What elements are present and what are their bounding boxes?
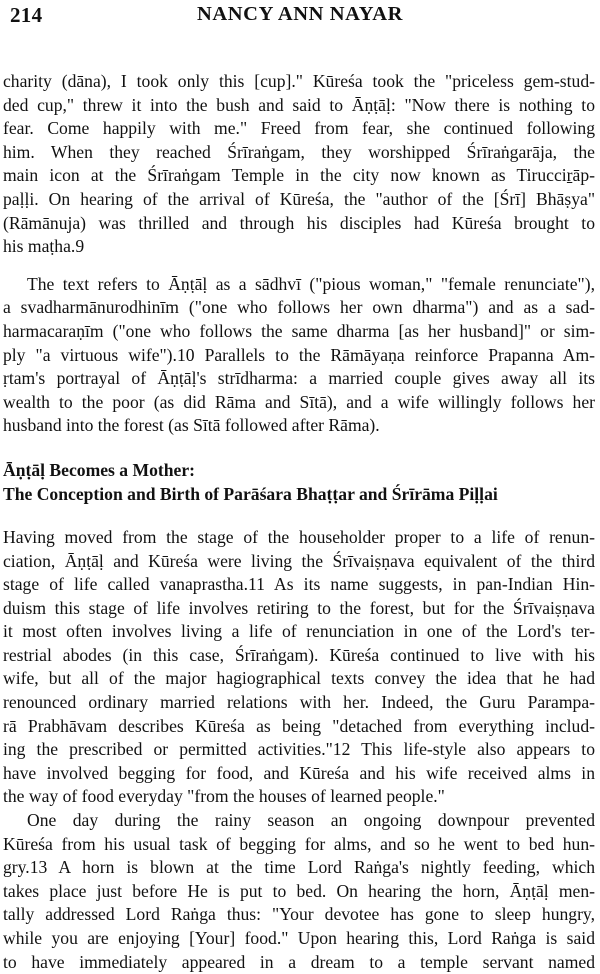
paragraph xyxy=(3,809,595,974)
text-line: ciation, Āṇṭāḷ and Kūreśa were living the Śrīvaiṣṇava equivalent of the third xyxy=(3,550,595,571)
text-line: takes place just before He is put to bed. On hearing the horn, Āṇṭāḷ men- xyxy=(3,880,595,901)
section-heading-line: The Conception and Birth of Parāśara Bhaṭṭar and Śrīrāma Piḷḷai xyxy=(3,483,498,504)
text-line: renounced ordinary married relations with her. Indeed, the Guru Parampa- xyxy=(3,692,595,713)
running-head: NANCY ANN NAYAR xyxy=(196,3,404,25)
text-line: main icon at the Śrīraṅgam Temple in the city now known as Tirucciṟāp- xyxy=(3,165,595,186)
text-line: ded cup," threw it into the bush and said to Āṇṭāḷ: "Now there is nothing to xyxy=(3,94,595,115)
text-line: ṛtam's portrayal of Āṇṭāḷ's strīdharma: a married couple gives away all its xyxy=(3,368,595,389)
text-line: him. When they reached Śrīraṅgam, they worshipped Śrīraṅgarāja, the xyxy=(3,141,595,162)
text-line: wealth to the poor (as did Rāma and Sītā), and a wife willingly follows her xyxy=(3,391,595,412)
text-line: The text refers to Āṇṭāḷ as a sādhvī ("pious woman," "female renunciate"), xyxy=(27,273,595,294)
text-line: the way of food everyday "from the houses of learned people." xyxy=(3,786,445,807)
text-line: tally addressed Lord Raṅga thus: "Your devotee has gone to sleep hungry, xyxy=(3,904,595,925)
text-line: duism this stage of life involves retiring to the forest, but for the Śrīvaiṣṇava xyxy=(3,597,595,618)
page-body xyxy=(3,70,595,974)
text-line: (Rāmānuja) was thrilled and through his disciples had Kūreśa brought to xyxy=(3,212,595,233)
text-line: husband into the forest (as Sītā followed after Rāma). xyxy=(3,415,380,436)
text-line: ing the prescribed or permitted activities."12 This life-style also appears to xyxy=(3,739,595,760)
text-line: ply "a virtuous wife").10 Parallels to the Rāmāyaṇa reinforce Prapanna Am- xyxy=(3,344,595,365)
text-line: a svadharmānurodhinīm ("one who follows her own dharma") and as a sad- xyxy=(3,297,595,318)
text-line: his maṭha.9 xyxy=(3,236,85,257)
section-heading xyxy=(3,458,595,506)
page-number: 214 xyxy=(10,3,43,27)
text-line: wife, but all of the major hagiographical texts convey the idea that he had xyxy=(3,668,595,689)
text-line: rā Prabhāvam describes Kūreśa as being "detached from everything includ- xyxy=(3,715,595,736)
text-line: One day during the rainy season an ongoing downpour prevented xyxy=(27,810,595,831)
text-line: to have immediately appeared in a dream to a temple servant named xyxy=(3,951,595,972)
page-header xyxy=(10,3,590,33)
text-line: Having moved from the stage of the householder proper to a life of renun- xyxy=(3,526,595,547)
text-line: have involved begging for food, and Kūreśa and his wife received alms in xyxy=(3,762,595,783)
paragraph xyxy=(3,273,595,438)
text-line: paḷḷi. On hearing of the arrival of Kūreśa, the "author of the [Śrī] Bhāṣya" xyxy=(3,188,595,209)
paragraph xyxy=(3,526,595,809)
text-line: fear. Come happily with me." Freed from fear, she continued following xyxy=(3,118,595,139)
text-line: while you are enjoying [Your] food." Upon hearing this, Lord Raṅga is said xyxy=(3,928,595,948)
section-heading-line: Āṇṭāḷ Becomes a Mother: xyxy=(3,459,196,480)
text-line: charity (dāna), I took only this [cup]." Kūreśa took the "priceless gem-stud- xyxy=(3,71,595,91)
text-line: stage of life called vanaprastha.11 As its name suggests, in pan-Indian Hin- xyxy=(3,574,595,595)
text-line: gry.13 A horn is blown at the time Lord Raṅga's nightly feeding, which xyxy=(3,857,595,878)
text-line: harmacaraṇīm ("one who follows the same dharma [as her husband]" or sim- xyxy=(3,320,595,341)
text-line: it most often involves living a life of renunciation in one of the Lord's ter- xyxy=(3,621,595,642)
text-line: Kūreśa from his usual task of begging for alms, and so he went to bed hun- xyxy=(3,833,595,854)
text-line: restrial abodes (in this case, Śrīraṅgam). Kūreśa continued to live with his xyxy=(3,644,595,665)
paragraph xyxy=(3,70,595,259)
